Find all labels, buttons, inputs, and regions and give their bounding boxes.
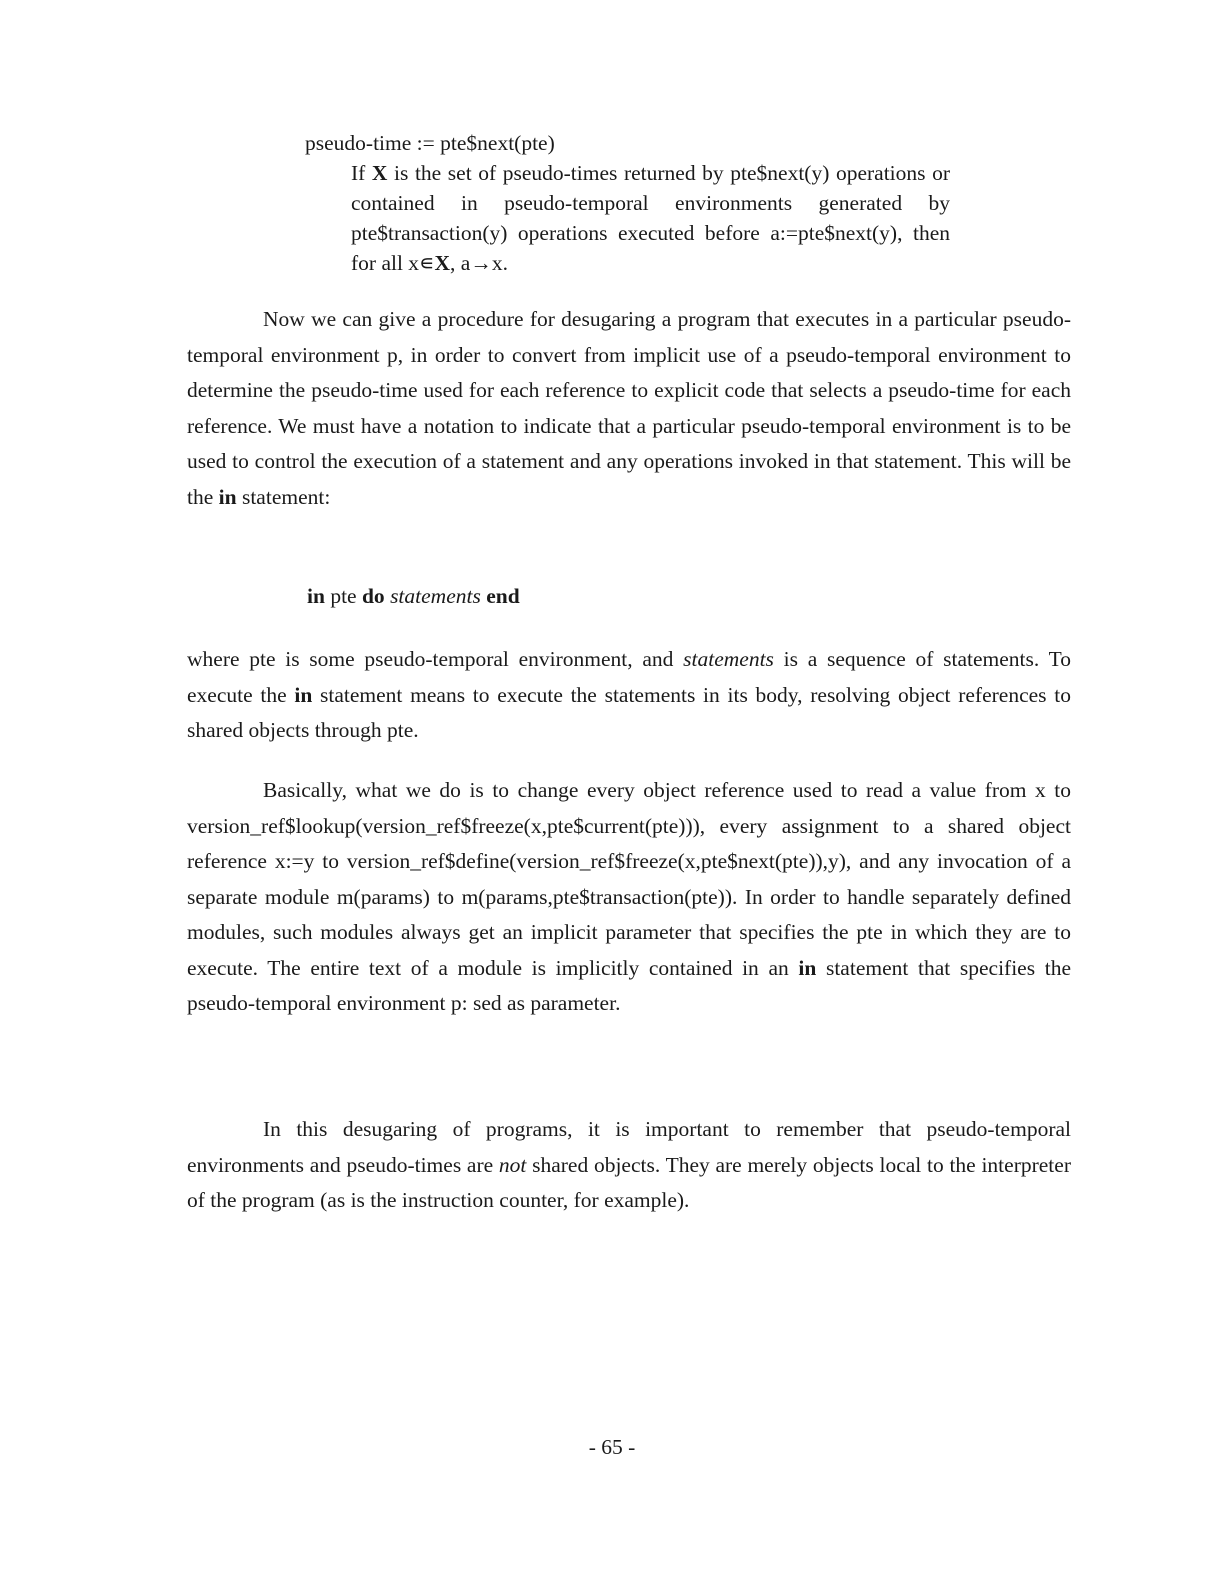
keyword-do: do (361, 584, 385, 608)
code-text: pte (324, 584, 362, 608)
set-symbol: X (371, 161, 388, 185)
keyword-end: end (486, 584, 520, 608)
paragraph-text: In this desugaring of programs, it is important to remember that pseudo-temporal environments and pseudo-times are (187, 1117, 1071, 1177)
statements-term: statements (683, 647, 774, 671)
paragraph-text: statement means to execute the statements in its body, resolving object references to shared objects through pte. (187, 682, 1071, 742)
keyword-in: in (294, 682, 313, 707)
paragraph-text: statement that specifies the pseudo-temporal environment p: sed as parameter. (187, 955, 1071, 1015)
paragraph-local-objects (187, 1112, 1071, 1219)
paragraph-reference-rewriting (187, 773, 1071, 1022)
paragraph-text: Basically, what we do is to change every object reference used to read a value from x to version_ref$lookup(version_ref$freeze(x,pte$current(pte))), every assignment to a shared object reference x:=y to version_ref$define(version_ref$freeze(x,pte$next(pte)),y), and any invocation of a separate module m(params) to m(params,pte$transaction(pte)). In order to handle separately defined modules, such modules always get an implicit parameter that specifies the pte in which they are to execute. The entire text of a module is implicitly contained in an (187, 778, 1071, 980)
paragraph-text: shared objects. They are merely objects local to the interpreter of the program (as is the instruction counter, for example). (187, 1152, 1071, 1212)
paragraph-text: Now we can give a procedure for desugaring a program that executes in a particular pseudo-temporal environment p, in order to convert from implicit use of a pseudo-temporal environment to determine the pseudo-time used for each reference to explicit code that selects a pseudo-time for each reference. We must have a notation to indicate that a particular pseudo-temporal environment is to be used to control the execution of a statement and any operations invoked in that statement. This will be the (187, 307, 1071, 509)
keyword-in: in (218, 484, 237, 509)
keyword-in: in (798, 955, 817, 980)
statements-placeholder: statements (390, 584, 481, 608)
spec-text: , a→x. (450, 251, 508, 275)
in-statement-syntax (307, 581, 520, 611)
page-number: - 65 - (588, 1435, 636, 1459)
paragraph-desugaring-intro (187, 302, 1071, 515)
keyword-in: in (307, 584, 325, 608)
set-symbol: X (434, 251, 451, 275)
paragraph-text: is a sequence of statements. To execute the (187, 647, 1071, 707)
paragraph-in-statement (187, 642, 1071, 749)
operation-spec (305, 128, 950, 278)
paragraph-text: where pte is some pseudo-temporal environment, and (187, 647, 684, 671)
operation-signature: pseudo-time := pte$next(pte) (305, 131, 555, 155)
operation-description (351, 158, 950, 278)
spec-text: is the set of pseudo-times returned by pte$next(y) operations or contained in pseudo-temporal environments generated by pte$transaction(y) operations executed before a:=pte$next(y), then for all x∊ (351, 161, 950, 275)
spec-text: If (351, 161, 372, 185)
emphasis-not: not (498, 1152, 527, 1177)
paragraph-text: statement: (236, 484, 331, 509)
